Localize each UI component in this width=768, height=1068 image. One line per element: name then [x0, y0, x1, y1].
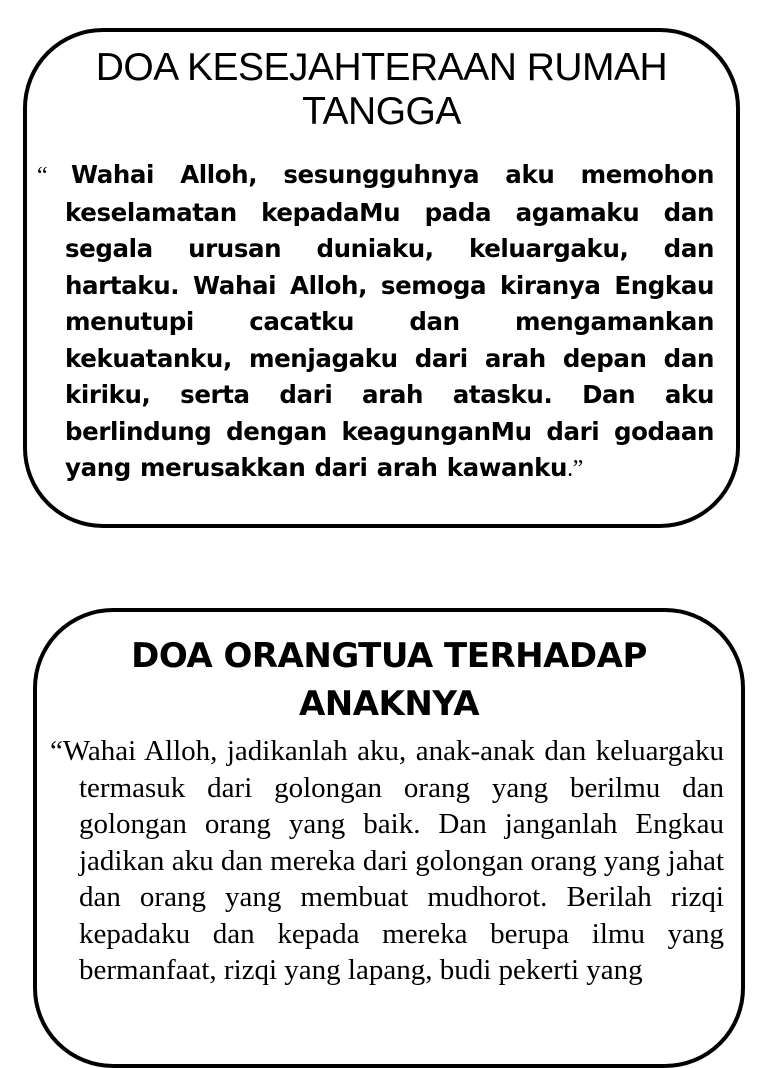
card-title: DOA KESEJAHTERAAN RUMAH TANGGA [95, 46, 668, 133]
prayer-text: “Wahai Alloh, jadikanlah aku, anak-anak dan keluargaku termasuk dari golongan orang yang berilmu dan golongan orang yang baik. Dan janganlah Engkau jadikan aku dan mereka dari golongan orang yang jahat dan orang yang membuat mudhorot. Berilah rizqi kepadaku dan kepada mereka berupa ilmu yang bermanfaat, rizqi yang lapang, budi pekerti yang [50, 735, 724, 986]
closing-quote: .” [567, 456, 583, 482]
opening-quote: “ [37, 163, 71, 189]
prayer-card-household-welfare [23, 28, 740, 528]
card-title: DOA ORANGTUA TERHADAP ANAKNYA [131, 636, 647, 724]
prayer-text [37, 157, 714, 488]
prayer-body: Wahai Alloh, sesungguhnya aku memohon keselamatan kepadaMu pada agamaku dan segala urusan duniaku, keluargaku, dan hartaku. Wahai Alloh, semoga kiranya Engkau menutupi cacatku dan mengamankan kekuatanku, menjagaku dari arah depan dan kiriku, serta dari arah atasku. Dan aku berlindung dengan keagunganMu dari godaan yang merusakkan dari arah kawanku [65, 160, 714, 482]
prayer-card-parents-for-children [33, 608, 745, 1068]
